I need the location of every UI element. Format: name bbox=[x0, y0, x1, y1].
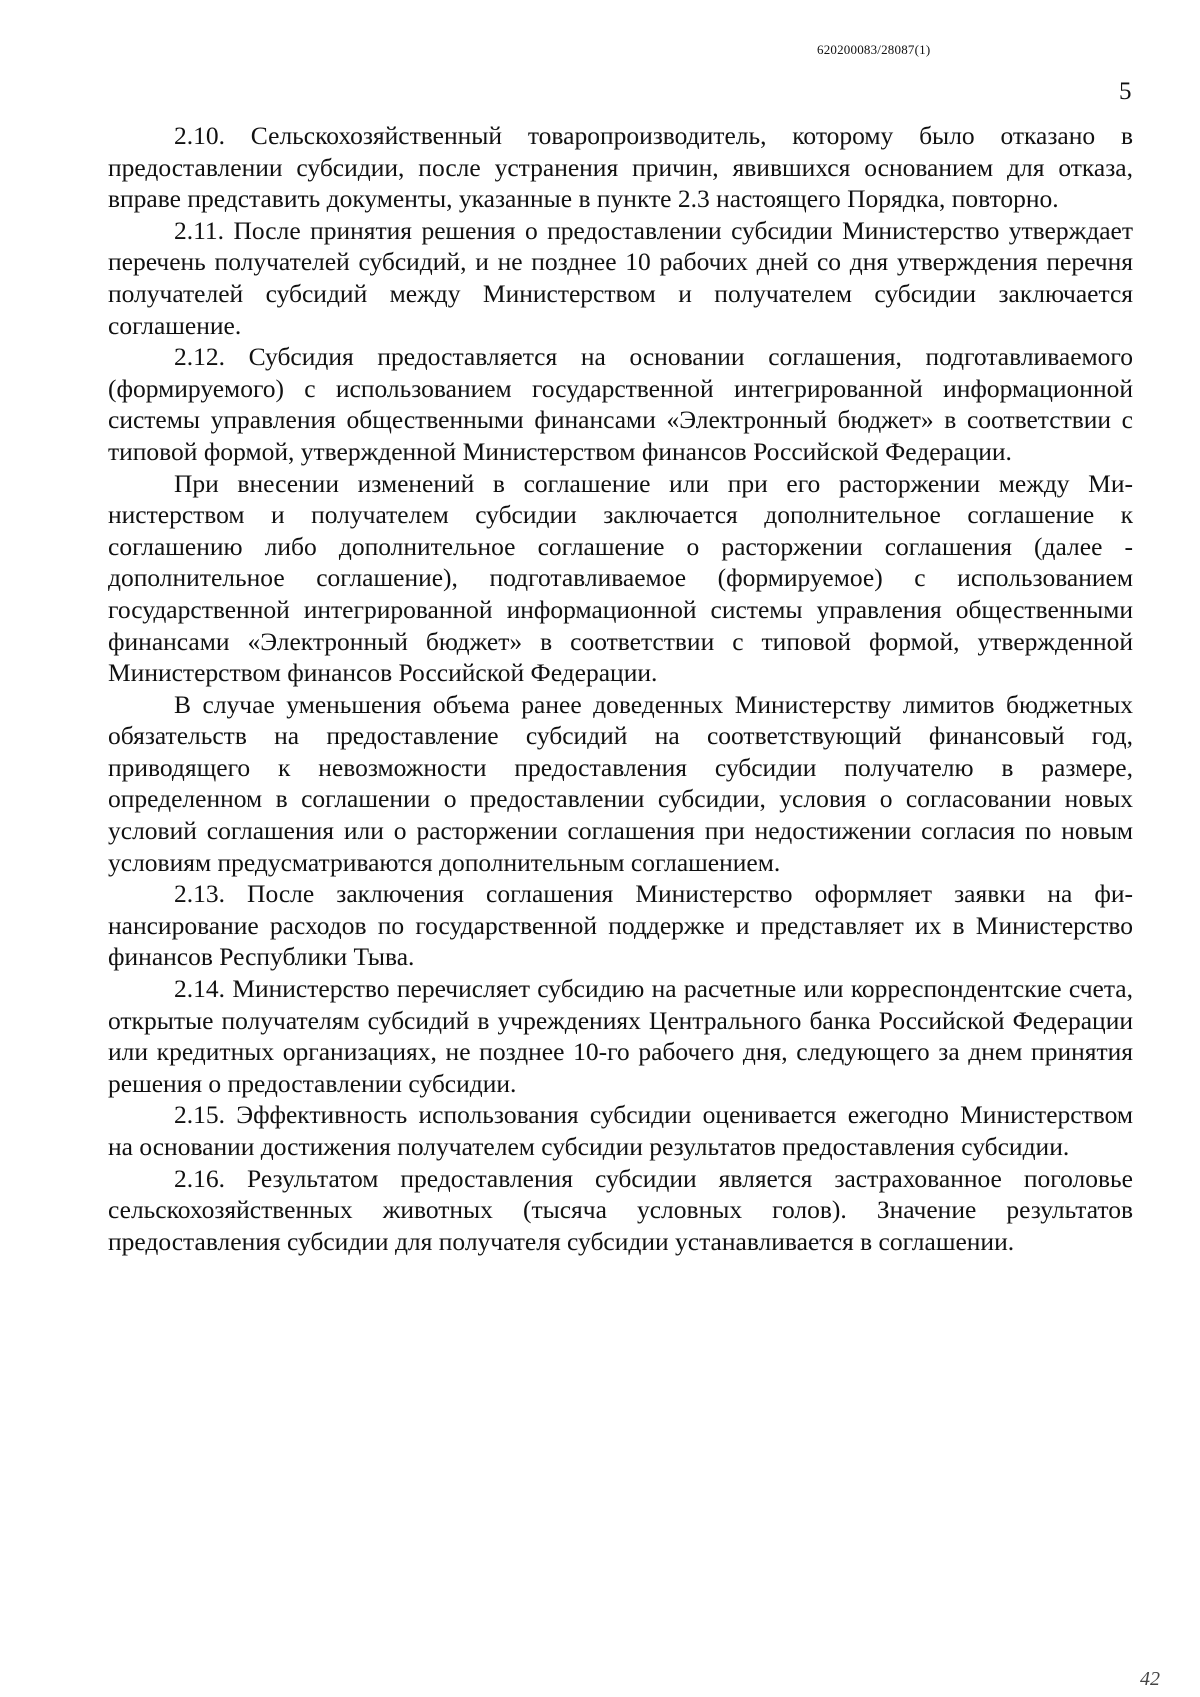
paragraph-2-11: 2.11. После принятия решения о предоставлении субсидии Министерство утверждает перечень получателей субсидий, и не позднее 10 рабочих дней со дня утверждения перечня получателей субсидий между Министерством и получателем субсидии заключается соглашение. bbox=[108, 215, 1133, 340]
paragraph-2-16: 2.16. Результатом предоставления субсидии является застрахованное поголовье сельскохозяйственных животных (тысяча условных голов). Значение результатов предоставления субсидии для получателя субсидии устанавливается в соглашении. bbox=[108, 1163, 1133, 1256]
page-number: 5 bbox=[1119, 78, 1132, 105]
paragraph-2-15: 2.15. Эффективность использования субсидии оценивается ежегодно Министерством на основании достижения получателем субсидии результатов предоставления субсидии. bbox=[108, 1100, 1133, 1161]
corner-handwritten-mark: 42 bbox=[1140, 1668, 1160, 1690]
paragraph-amendments: При внесении изменений в соглашение или при его расторжении между Министерством и получателем субсидии заключается дополнительное соглашение к соглашению либо дополнительное соглашение о расторжении соглашения (далее - дополнительное соглашение), подготавливаемое (формируемое) с использованием государственной интегрированной информационной системы управления общественными финансами «Электронный бюджет» в соответствии с типовой формой, утвержденной Министерством финансов Российской Федерации. bbox=[108, 468, 1133, 688]
paragraph-2-14: 2.14. Министерство перечисляет субсидию на расчетные или корреспондентские счета, открытые получателям субсидий в учреждениях Центрального банка Российской Федерации или кредитных организациях, не позднее 10-го рабочего дня, следующего за днем принятия решения о предоставлении субсидии. bbox=[108, 974, 1133, 1098]
paragraph-2-13: 2.13. После заключения соглашения Министерство оформляет заявки на финансирование расходов по государственной поддержке и представляет их в Министерство финансов Республики Тыва. bbox=[108, 879, 1133, 972]
paragraph-limits-reduction: В случае уменьшения объема ранее доведенных Министерству лимитов бюджетных обязательств на предоставление субсидий на соответствующий финансовый год, приводящего к невозможности предоставления субсидии получателю в размере, определенном в соглашении о предоставлении субсидии, условия о согласовании новых условий соглашения или о расторжении соглашения при недостижении согласия по новым условиям предусматриваются дополнительным соглашением. bbox=[108, 689, 1133, 877]
paragraph-2-10: 2.10. Сельскохозяйственный товаропроизводитель, которому было отказано в предоставлении субсидии, после устранения причин, явившихся основанием для отказа, вправе представить документы, указанные в пункте 2.3 настоящего Порядка, повторно. bbox=[108, 121, 1133, 214]
document-id: 620200083/28087(1) bbox=[817, 42, 931, 57]
paragraph-2-12: 2.12. Субсидия предоставляется на основании соглашения, подготавливаемого (формируемого) с использованием государственной интегрированной информационной системы управления общественными финансами «Электронный бюджет» в соответствии с типовой формой, утвержденной Министерством финансов Российской Федерации. bbox=[108, 342, 1133, 466]
document-body bbox=[108, 120, 1133, 1257]
